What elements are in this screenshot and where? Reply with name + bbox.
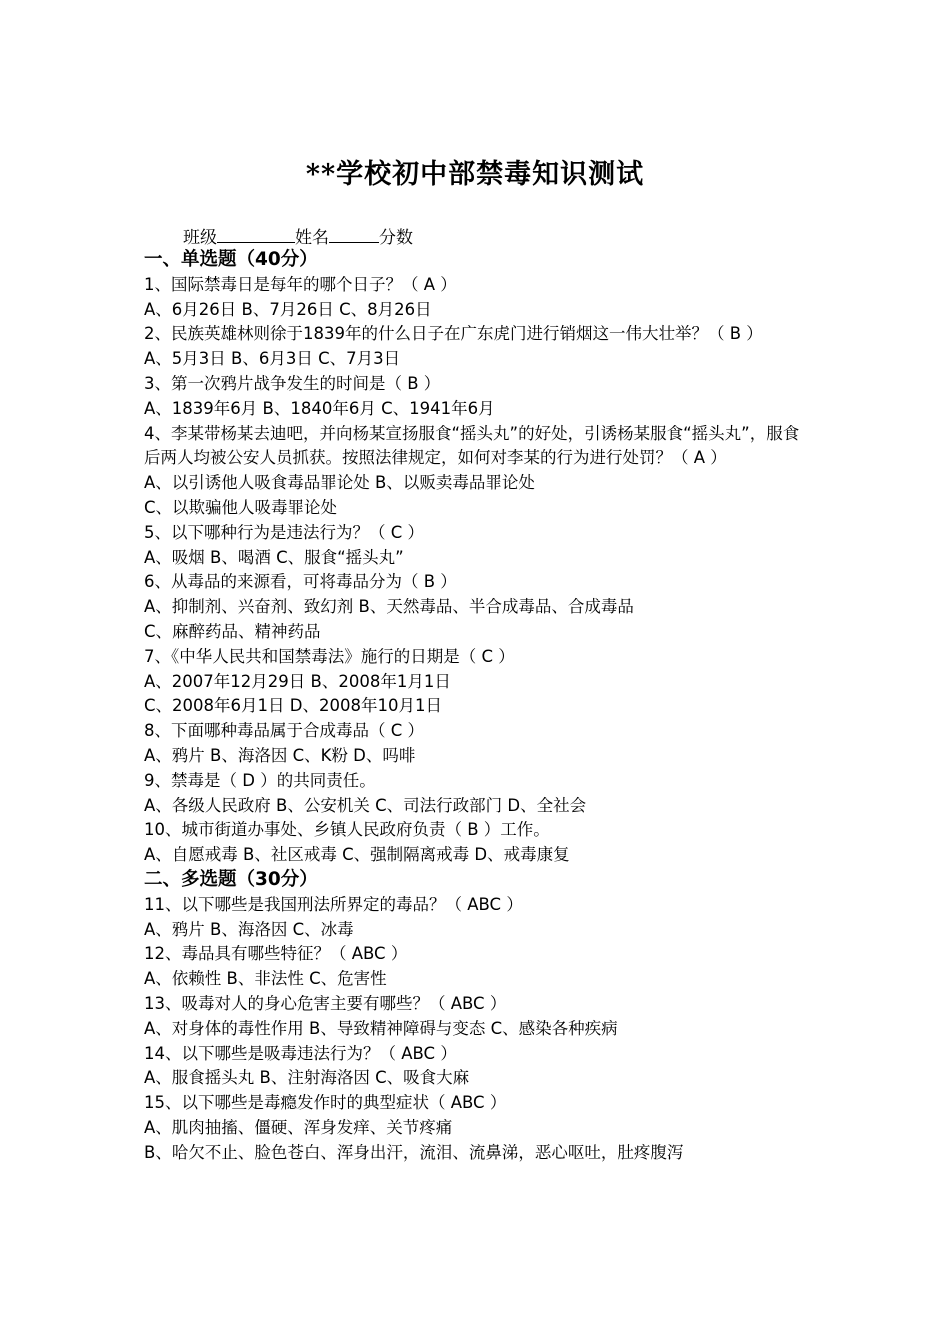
score-label: 分数 <box>379 228 413 248</box>
quiz-line: 12、毒品具有哪些特征？（ ABC ） <box>144 944 408 964</box>
quiz-line: 7、《中华人民共和国禁毒法》施行的日期是（ C ） <box>144 646 515 666</box>
quiz-line: 14、以下哪些是吸毒违法行为？（ ABC ） <box>144 1043 457 1063</box>
quiz-line: 6、从毒品的来源看，可将毒品分为（ B ） <box>144 572 457 592</box>
quiz-line: 13、吸毒对人的身心危害主要有哪些？（ ABC ） <box>144 993 507 1013</box>
quiz-line: A、依赖性 B、非法性 C、危害性 <box>144 969 387 989</box>
name-blank <box>329 224 379 243</box>
quiz-line: A、5月3日 B、6月3日 C、7月3日 <box>144 349 401 369</box>
quiz-line: A、服食摇头丸 B、注射海洛因 C、吸食大麻 <box>144 1068 470 1088</box>
quiz-line: A、鸦片 B、海洛因 C、冰毒 <box>144 919 354 939</box>
quiz-line: A、吸烟 B、喝酒 C、服食“摇头丸” <box>144 547 404 567</box>
class-blank <box>217 224 295 243</box>
quiz-line: A、肌肉抽搐、僵硬、浑身发痒、关节疼痛 <box>144 1117 453 1137</box>
name-label: 姓名 <box>295 228 329 248</box>
quiz-line: 5、以下哪种行为是违法行为？（ C ） <box>144 522 425 542</box>
quiz-line: C、麻醉药品、精神药品 <box>144 621 321 641</box>
quiz-line: A、2007年12月29日 B、2008年1月1日 <box>144 671 451 691</box>
quiz-line: 8、下面哪种毒品属于合成毒品（ C ） <box>144 721 425 741</box>
quiz-line: 2、民族英雄林则徐于1839年的什么日子在广东虎门进行销烟这一伟大壮举？（ B ） <box>144 324 763 344</box>
quiz-line: A、1839年6月 B、1840年6月 C、1941年6月 <box>144 398 495 418</box>
quiz-body <box>144 248 812 1165</box>
section-heading: 二、多选题（30分） <box>144 868 318 890</box>
quiz-line: 9、禁毒是（ D ）的共同责任。 <box>144 770 376 790</box>
quiz-line: A、鸦片 B、海洛因 C、K粉 D、吗啡 <box>144 745 416 765</box>
section-heading: 一、单选题（40分） <box>144 249 318 270</box>
student-info-line <box>183 224 413 250</box>
quiz-line: 15、以下哪些是毒瘾发作时的典型症状（ ABC ） <box>144 1093 507 1113</box>
page-title: **学校初中部禁毒知识测试 <box>305 159 645 190</box>
quiz-line: A、对身体的毒性作用 B、导致精神障碍与变态 C、感染各种疾病 <box>144 1018 618 1038</box>
quiz-line: C、以欺骗他人吸毒罪论处 <box>144 497 338 517</box>
quiz-line: 4、李某带杨某去迪吧，并向杨某宣扬服食“摇头丸”的好处，引诱杨某服食“摇头丸”，服食后两人均被公安人员抓获。按照法律规定，如何对李某的行为进行处罚？（ A ） <box>144 423 800 468</box>
quiz-line: 11、以下哪些是我国刑法所界定的毒品？（ ABC ） <box>144 894 523 914</box>
quiz-line: 3、第一次鸦片战争发生的时间是（ B ） <box>144 373 441 393</box>
quiz-line: C、2008年6月1日 D、2008年10月1日 <box>144 696 442 716</box>
class-label: 班级 <box>183 228 217 248</box>
quiz-line: A、抑制剂、兴奋剂、致幻剂 B、天然毒品、半合成毒品、合成毒品 <box>144 597 634 617</box>
quiz-line: 1、国际禁毒日是每年的哪个日子？（ A ） <box>144 274 457 294</box>
quiz-line: A、6月26日 B、7月26日 C、8月26日 <box>144 299 432 319</box>
quiz-line: A、各级人民政府 B、公安机关 C、司法行政部门 D、全社会 <box>144 795 587 815</box>
quiz-line: 10、城市街道办事处、乡镇人民政府负责（ B ）工作。 <box>144 820 550 840</box>
quiz-line: A、以引诱他人吸食毒品罪论处 B、以贩卖毒品罪论处 <box>144 473 535 493</box>
quiz-line: B、哈欠不止、脸色苍白、浑身出汗，流泪、流鼻涕，恶心呕吐，肚疼腹泻 <box>144 1142 684 1162</box>
quiz-line: A、自愿戒毒 B、社区戒毒 C、强制隔离戒毒 D、戒毒康复 <box>144 845 570 865</box>
